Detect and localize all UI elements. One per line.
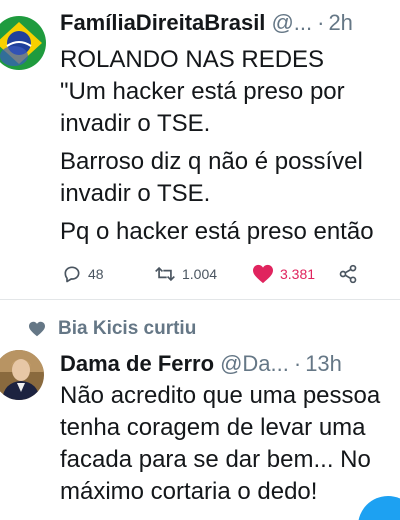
author-handle[interactable]: @Da...: [220, 351, 289, 376]
tweet-text-line: invadir o TSE.: [60, 110, 211, 137]
heart-icon: [28, 321, 46, 337]
share-button[interactable]: [338, 262, 358, 286]
like-button[interactable]: [252, 262, 315, 286]
timestamp[interactable]: 2h: [328, 10, 353, 35]
separator-dot: ·: [293, 351, 302, 376]
tweet-text-line: facada para se dar bem... No: [60, 446, 371, 473]
reply-count: 48: [88, 266, 104, 282]
author-handle[interactable]: @...: [271, 10, 313, 35]
retweet-button[interactable]: [154, 262, 217, 286]
heart-icon: [252, 264, 274, 284]
tweet-header: [60, 9, 353, 37]
tweet-text-line: Pq o hacker está preso então: [60, 218, 374, 245]
tweet-text-line: máximo cortaria o dedo!: [60, 478, 318, 505]
retweet-count: 1.004: [182, 266, 218, 282]
tweet-text-line: "Um hacker está preso por: [60, 78, 345, 105]
retweet-icon: [154, 264, 176, 284]
tweet-text-line: invadir o TSE.: [60, 180, 211, 207]
tweet-text: [60, 380, 380, 508]
tweet-text-line: tenha coragem de levar uma: [60, 414, 366, 441]
tweet-text-line: Barroso diz q não é possível: [60, 148, 363, 175]
author-name[interactable]: Dama de Ferro: [60, 351, 215, 376]
author-name[interactable]: FamíliaDireitaBrasil: [60, 10, 266, 35]
tweet-text-line: Não acredito que uma pessoa: [60, 382, 381, 409]
tweet-actions: [62, 262, 392, 286]
tweet-header: [60, 350, 342, 378]
tweet-text-line: ROLANDO NAS REDES: [60, 46, 325, 73]
separator-dot: ·: [317, 10, 325, 35]
share-icon: [338, 264, 358, 284]
social-context: [28, 318, 196, 340]
reply-button[interactable]: [62, 262, 104, 286]
reply-icon: [62, 264, 82, 284]
timestamp[interactable]: 13h: [305, 351, 342, 376]
like-count: 3.381: [280, 266, 316, 282]
social-context-label[interactable]: Bia Kicis curtiu: [58, 318, 197, 339]
tweet-text: [60, 44, 374, 248]
